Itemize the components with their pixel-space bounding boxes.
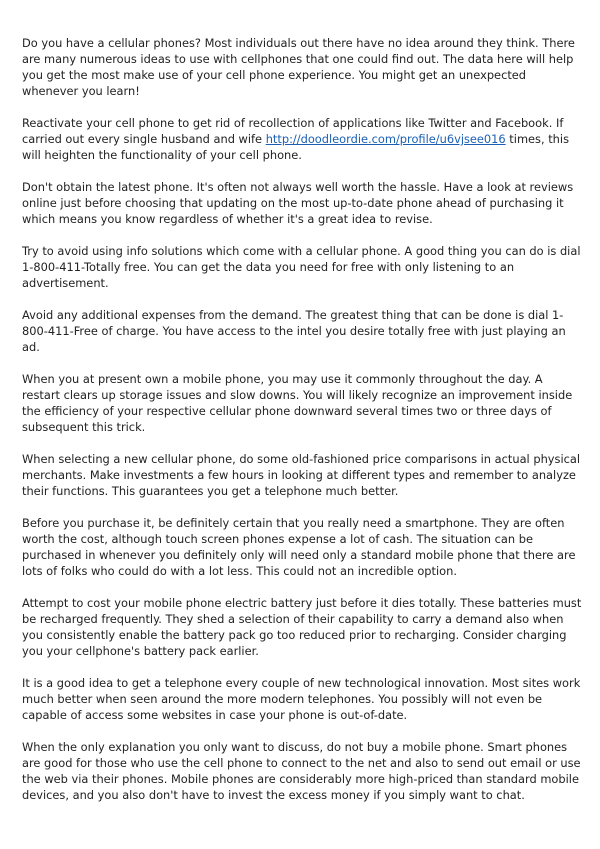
paragraph-6: When you at present own a mobile phone, you may use it commonly throughout the day. A restart clears up storage issues and slow downs. You will likely recognize an improvement inside the efficiency of your respective cellular phone downward several times two or three days of subsequent this trick. xyxy=(22,372,573,434)
paragraph-7: When selecting a new cellular phone, do some old-fashioned price comparisons in actual physical merchants. Make investments a few hours in looking at different types and remember to analyze their functions. This guarantees you get a telephone much better. xyxy=(22,452,581,498)
profile-link[interactable]: http://doodleordie.com/profile/u6vjsee016 xyxy=(265,132,506,146)
document-body xyxy=(22,35,582,819)
paragraph-4: Try to avoid using info solutions which come with a cellular phone. A good thing you can do is dial 1-800-411-Totally free. You can get the data you need for free with only listening to an advertisement. xyxy=(22,244,581,290)
paragraph-2 xyxy=(22,115,582,163)
paragraph-2-text-before: Reactivate your cell phone to get rid of recollection of applications like Twitter and Facebook. If carried out every single husband and wife xyxy=(22,116,564,146)
paragraph-3: Don't obtain the latest phone. It's often not always well worth the hassle. Have a look at reviews online just before choosing that updating on the most up-to-date phone ahead of purchasing it which means you know regardless of whether it's a great idea to revise. xyxy=(22,180,574,226)
paragraph-1: Do you have a cellular phones? Most individuals out there have no idea around they think. There are many numerous ideas to use with cellphones that one could find out. The data here will help you get the most make use of your cell phone experience. You might get an unexpected whenever you learn! xyxy=(22,36,575,98)
paragraph-9: Attempt to cost your mobile phone electric battery just before it dies totally. These batteries must be recharged frequently. They shed a selection of their capability to carry a demand also when you consistently enable the battery pack go too reduced prior to recharging. Consider charging you your cellphone's battery pack earlier. xyxy=(22,596,582,658)
paragraph-11: When the only explanation you only want to discuss, do not buy a mobile phone. Smart phones are good for those who use the cell phone to connect to the net and also to send out email or use the web via their phones. Mobile phones are considerably more high-priced than standard mobile devices, and you also don't have to invest the excess money if you simply want to chat. xyxy=(22,740,581,802)
paragraph-8: Before you purchase it, be definitely certain that you really need a smartphone. They are often worth the cost, although touch screen phones expense a lot of cash. The situation can be purchased in whenever you definitely only will need only a standard mobile phone that there are lots of folks who could do with a lot less. This could not an incredible option. xyxy=(22,516,576,578)
paragraph-5: Avoid any additional expenses from the demand. The greatest thing that can be done is dial 1-800-411-Free of charge. You have access to the intel you desire totally free with just playing an ad. xyxy=(22,308,566,354)
paragraph-10: It is a good idea to get a telephone every couple of new technological innovation. Most sites work much better when seen around the more modern telephones. You possibly will not even be capable of access some websites in case your phone is out-of-date. xyxy=(22,676,581,722)
paragraph-2-text-after: times, this will heighten the functionality of your cell phone. xyxy=(22,132,570,162)
